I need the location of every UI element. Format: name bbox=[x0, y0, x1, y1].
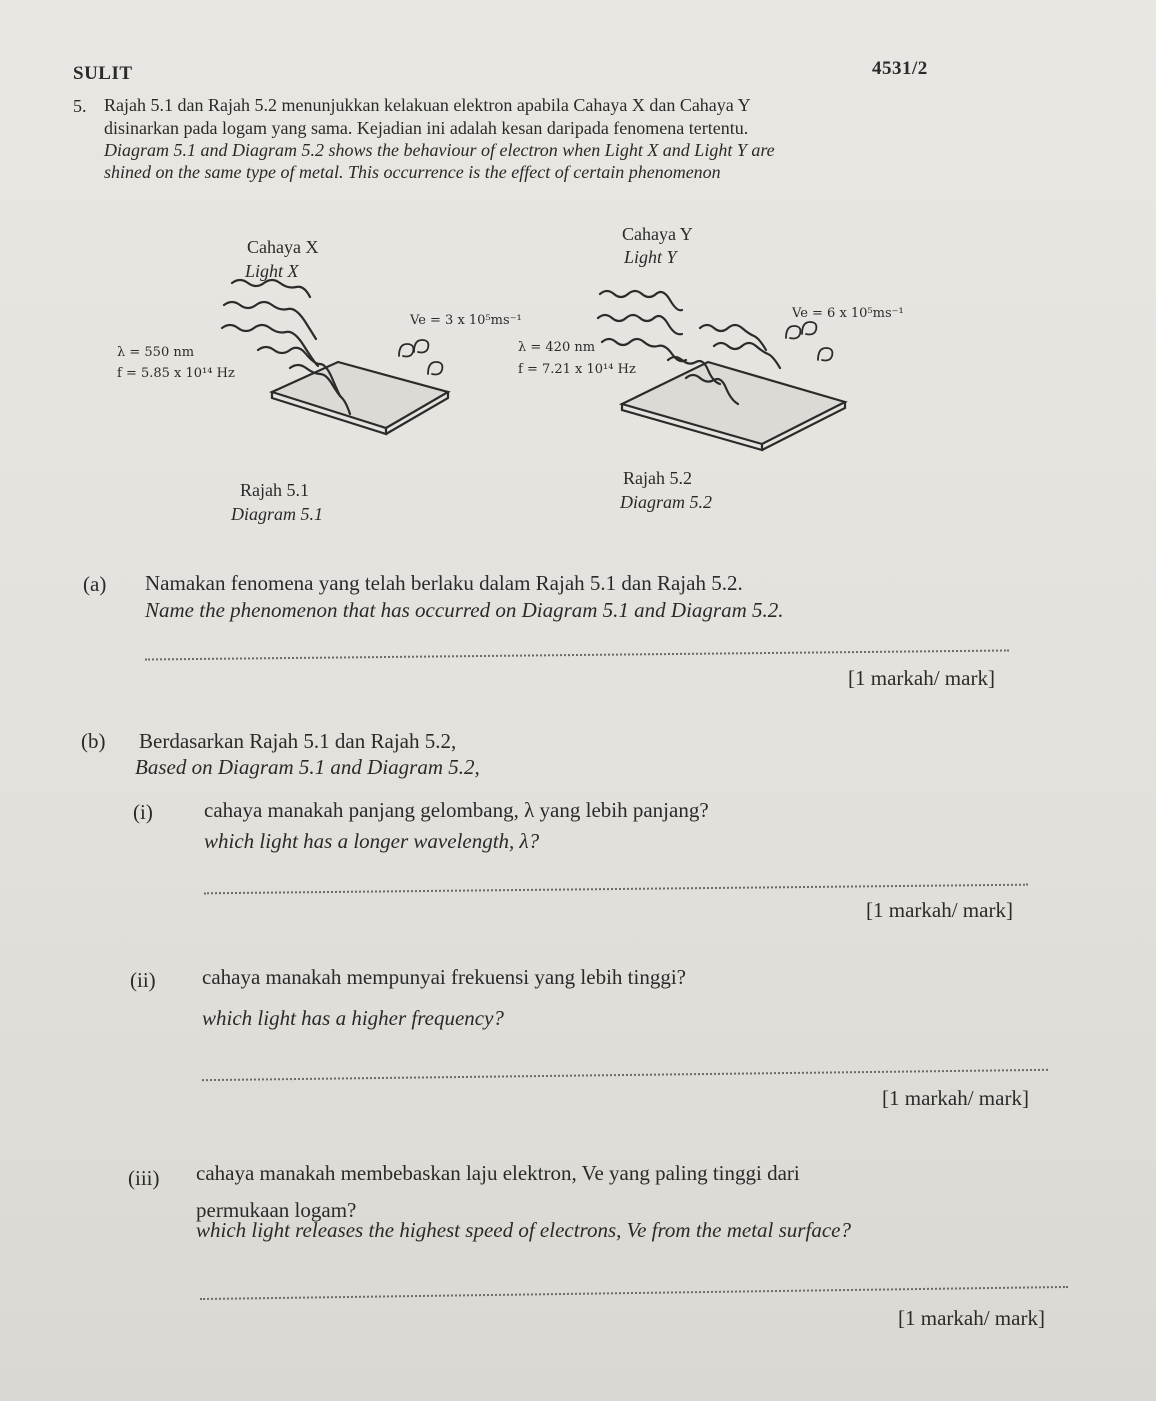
part-a-mark: [1 markah/ mark] bbox=[848, 666, 995, 690]
diagram-x-wavelength: λ = 550 nm bbox=[117, 345, 195, 360]
diagram-y-velocity: Ve = 6 x 10⁵ms⁻¹ bbox=[792, 306, 904, 321]
part-b-ii-mark: [1 markah/ mark] bbox=[882, 1086, 1029, 1110]
part-b-malay: Berdasarkan Rajah 5.1 dan Rajah 5.2, bbox=[139, 729, 457, 753]
question-malay-line-2: disinarkan pada logam yang sama. Kejadian ini adalah kesan daripada fenomena tertentu. bbox=[104, 118, 749, 138]
question-english-line-2: shined on the same type of metal. This occurrence is the effect of certain phenomenon bbox=[104, 162, 721, 182]
diagram-artwork bbox=[0, 0, 1156, 560]
part-b-ii-label: (ii) bbox=[130, 968, 156, 992]
part-b-iii-malay-2: permukaan logam? bbox=[196, 1198, 357, 1222]
part-a-english: Name the phenomenon that has occurred on Diagram 5.1 and Diagram 5.2. bbox=[145, 598, 784, 622]
question-english-line-1: Diagram 5.1 and Diagram 5.2 shows the behaviour of electron when Light X and Light Y are bbox=[104, 140, 775, 160]
diagram-x-velocity: Ve = 3 x 10⁵ms⁻¹ bbox=[410, 313, 522, 328]
part-b-i-answer-line[interactable] bbox=[204, 884, 1028, 895]
metal-plate-y bbox=[622, 362, 845, 450]
diagram-y-title-english: Light Y bbox=[624, 247, 677, 267]
part-b-ii-malay: cahaya manakah mempunyai frekuensi yang lebih tinggi? bbox=[202, 965, 686, 989]
diagram-x-title-malay: Cahaya X bbox=[247, 237, 319, 257]
part-b-iii-label: (iii) bbox=[128, 1166, 160, 1190]
part-b-i-malay: cahaya manakah panjang gelombang, λ yang lebih panjang? bbox=[204, 798, 709, 822]
part-b-iii-answer-line[interactable] bbox=[200, 1286, 1068, 1300]
diagram-y-frequency: f = 7.21 x 10¹⁴ Hz bbox=[518, 362, 636, 377]
header-right: 4531/2 bbox=[872, 58, 928, 79]
diagram-x-caption-malay: Rajah 5.1 bbox=[240, 480, 309, 500]
header-left: SULIT bbox=[73, 63, 133, 84]
question-number: 5. bbox=[73, 96, 87, 116]
part-a-answer-line[interactable] bbox=[145, 649, 1009, 660]
part-b-i-label: (i) bbox=[133, 800, 153, 824]
diagram-y-title-malay: Cahaya Y bbox=[622, 224, 693, 244]
part-b-iii-malay-1: cahaya manakah membebaskan laju elektron, Ve yang paling tinggi dari bbox=[196, 1161, 800, 1185]
part-b-english: Based on Diagram 5.1 and Diagram 5.2, bbox=[135, 755, 480, 779]
diagram-y-caption-english: Diagram 5.2 bbox=[620, 492, 713, 512]
part-b-iii-mark: [1 markah/ mark] bbox=[898, 1306, 1045, 1330]
diagram-x-frequency: f = 5.85 x 10¹⁴ Hz bbox=[117, 366, 235, 381]
part-b-i-english: which light has a longer wavelength, λ? bbox=[204, 829, 540, 853]
question-malay-line-1: Rajah 5.1 dan Rajah 5.2 menunjukkan kelakuan elektron apabila Cahaya X dan Cahaya Y bbox=[104, 95, 751, 115]
diagram-y-wavelength: λ = 420 nm bbox=[518, 340, 596, 355]
diagram-x-title-english: Light X bbox=[245, 261, 299, 281]
diagram-x-caption-english: Diagram 5.1 bbox=[231, 504, 324, 524]
diagram-y-caption-malay: Rajah 5.2 bbox=[623, 468, 692, 488]
electrons-x bbox=[399, 340, 442, 375]
part-b-iii-english: which light releases the highest speed of electrons, Ve from the metal surface? bbox=[196, 1218, 851, 1242]
electrons-y bbox=[786, 322, 832, 361]
metal-plate-x bbox=[272, 362, 448, 434]
part-a-malay: Namakan fenomena yang telah berlaku dalam Rajah 5.1 dan Rajah 5.2. bbox=[145, 571, 743, 595]
part-b-i-mark: [1 markah/ mark] bbox=[866, 898, 1013, 922]
part-a-label: (a) bbox=[83, 572, 107, 596]
part-b-ii-english: which light has a higher frequency? bbox=[202, 1006, 504, 1030]
part-b-label: (b) bbox=[81, 729, 106, 753]
part-b-ii-answer-line[interactable] bbox=[202, 1069, 1048, 1081]
